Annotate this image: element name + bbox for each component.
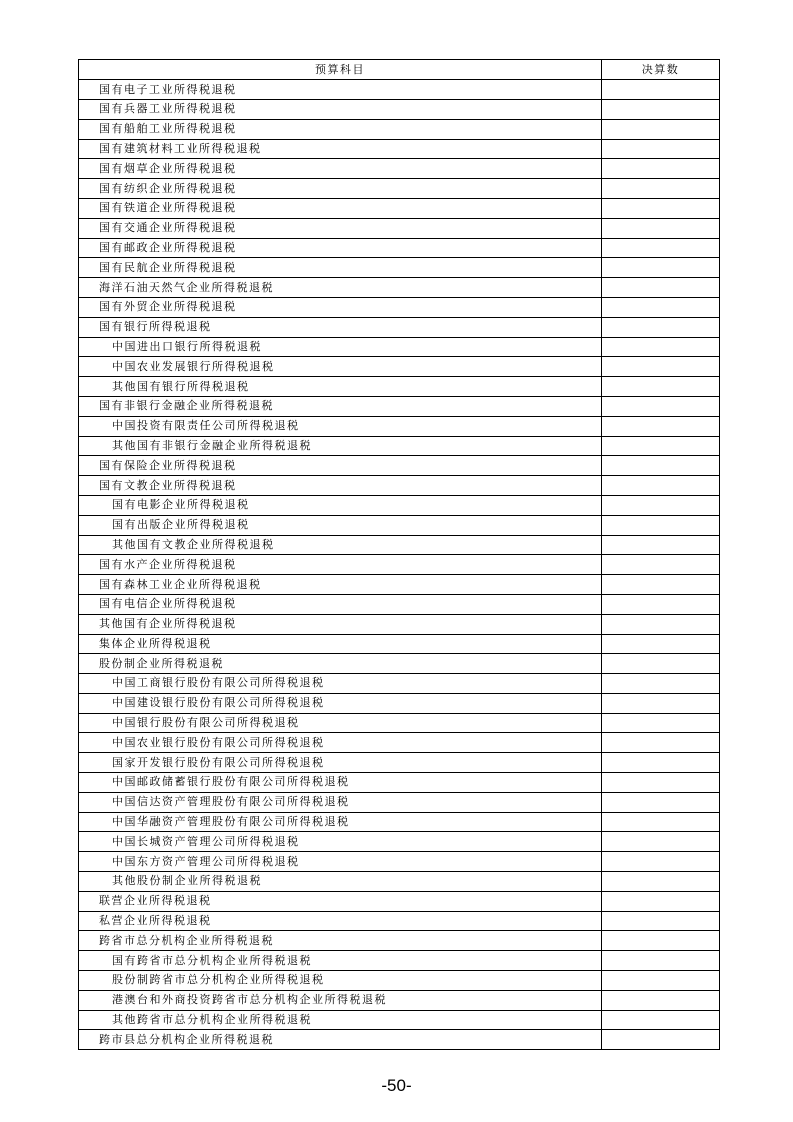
table-row (79, 238, 720, 258)
final-amount-cell (602, 515, 720, 535)
final-amount-cell (602, 575, 720, 595)
final-amount-cell (602, 555, 720, 575)
budget-subject-cell: 国有跨省市总分机构企业所得税退税 (79, 951, 602, 971)
table-row (79, 159, 720, 179)
table-row (79, 733, 720, 753)
table-row (79, 634, 720, 654)
header-budget-subject: 预算科目 (79, 60, 602, 80)
table-row (79, 575, 720, 595)
final-amount-cell (602, 693, 720, 713)
budget-subject-cell: 国家开发银行股份有限公司所得税退税 (79, 753, 602, 773)
table-row (79, 535, 720, 555)
final-amount-cell (602, 654, 720, 674)
table-row (79, 990, 720, 1010)
budget-subject-cell: 国有电信企业所得税退税 (79, 594, 602, 614)
budget-subject-cell: 港澳台和外商投资跨省市总分机构企业所得税退税 (79, 990, 602, 1010)
table-row (79, 713, 720, 733)
budget-subject-cell: 中国东方资产管理公司所得税退税 (79, 852, 602, 872)
budget-subject-cell: 国有船舶工业所得税退税 (79, 119, 602, 139)
table-row (79, 872, 720, 892)
table-row (79, 396, 720, 416)
final-amount-cell (602, 495, 720, 515)
final-amount-cell (602, 377, 720, 397)
final-amount-cell (602, 773, 720, 793)
final-amount-cell (602, 614, 720, 634)
budget-subject-cell: 其他跨省市总分机构企业所得税退税 (79, 1010, 602, 1030)
budget-subject-cell: 国有森林工业企业所得税退税 (79, 575, 602, 595)
budget-subject-cell: 国有电影企业所得税退税 (79, 495, 602, 515)
table-row (79, 377, 720, 397)
budget-subject-cell: 国有非银行金融企业所得税退税 (79, 396, 602, 416)
budget-subject-cell: 国有铁道企业所得税退税 (79, 198, 602, 218)
budget-subject-cell: 国有银行所得税退税 (79, 317, 602, 337)
budget-subject-cell: 国有建筑材料工业所得税退税 (79, 139, 602, 159)
table-row (79, 179, 720, 199)
budget-subject-cell: 其他股份制企业所得税退税 (79, 872, 602, 892)
budget-subject-cell: 国有民航企业所得税退税 (79, 258, 602, 278)
final-amount-cell (602, 179, 720, 199)
table-row (79, 931, 720, 951)
budget-subject-cell: 中国农业银行股份有限公司所得税退税 (79, 733, 602, 753)
budget-subject-cell: 其他国有企业所得税退税 (79, 614, 602, 634)
final-amount-cell (602, 436, 720, 456)
table-row (79, 456, 720, 476)
table-header-row (79, 60, 720, 80)
final-amount-cell (602, 594, 720, 614)
table-row (79, 693, 720, 713)
final-amount-cell (602, 753, 720, 773)
table-row (79, 317, 720, 337)
table-row (79, 119, 720, 139)
table-row (79, 891, 720, 911)
budget-subject-cell: 中国建设银行股份有限公司所得税退税 (79, 693, 602, 713)
budget-subject-cell: 股份制企业所得税退税 (79, 654, 602, 674)
budget-subject-cell: 中国投资有限责任公司所得税退税 (79, 416, 602, 436)
final-amount-cell (602, 1030, 720, 1050)
table-row (79, 594, 720, 614)
table-row (79, 80, 720, 100)
budget-subject-cell: 跨省市总分机构企业所得税退税 (79, 931, 602, 951)
final-amount-cell (602, 674, 720, 694)
budget-subject-cell: 国有文教企业所得税退税 (79, 476, 602, 496)
final-amount-cell (602, 951, 720, 971)
final-amount-cell (602, 396, 720, 416)
table-row (79, 852, 720, 872)
final-amount-cell (602, 159, 720, 179)
table-row (79, 674, 720, 694)
table-row (79, 436, 720, 456)
budget-subject-cell: 国有外贸企业所得税退税 (79, 297, 602, 317)
budget-subject-cell: 中国长城资产管理公司所得税退税 (79, 832, 602, 852)
final-amount-cell (602, 119, 720, 139)
page-number: -50- (381, 1076, 412, 1095)
budget-subject-cell: 股份制跨省市总分机构企业所得税退税 (79, 971, 602, 991)
final-amount-cell (602, 357, 720, 377)
final-amount-cell (602, 456, 720, 476)
budget-subject-cell: 国有兵器工业所得税退税 (79, 99, 602, 119)
final-amount-cell (602, 852, 720, 872)
final-amount-cell (602, 535, 720, 555)
final-amount-cell (602, 80, 720, 100)
table-row (79, 773, 720, 793)
budget-subject-cell: 中国邮政储蓄银行股份有限公司所得税退税 (79, 773, 602, 793)
budget-subject-cell: 国有纺织企业所得税退税 (79, 179, 602, 199)
final-amount-cell (602, 139, 720, 159)
budget-subject-cell: 国有水产企业所得税退税 (79, 555, 602, 575)
final-amount-cell (602, 990, 720, 1010)
final-amount-cell (602, 931, 720, 951)
table-body (79, 80, 720, 1050)
table-row (79, 832, 720, 852)
final-amount-cell (602, 971, 720, 991)
budget-subject-cell: 国有保险企业所得税退税 (79, 456, 602, 476)
budget-subject-cell: 中国工商银行股份有限公司所得税退税 (79, 674, 602, 694)
budget-subject-cell: 国有烟草企业所得税退税 (79, 159, 602, 179)
budget-subject-cell: 其他国有银行所得税退税 (79, 377, 602, 397)
budget-subject-cell: 其他国有文教企业所得税退税 (79, 535, 602, 555)
final-amount-cell (602, 891, 720, 911)
table-row (79, 476, 720, 496)
table-row (79, 218, 720, 238)
budget-subject-cell: 国有邮政企业所得税退税 (79, 238, 602, 258)
table-row (79, 337, 720, 357)
final-amount-cell (602, 416, 720, 436)
final-amount-cell (602, 733, 720, 753)
final-amount-cell (602, 812, 720, 832)
budget-subject-cell: 其他国有非银行金融企业所得税退税 (79, 436, 602, 456)
final-amount-cell (602, 238, 720, 258)
budget-subject-cell: 中国进出口银行所得税退税 (79, 337, 602, 357)
budget-subject-cell: 中国银行股份有限公司所得税退税 (79, 713, 602, 733)
final-amount-cell (602, 476, 720, 496)
final-amount-cell (602, 198, 720, 218)
budget-subject-cell: 国有交通企业所得税退税 (79, 218, 602, 238)
table-row (79, 555, 720, 575)
final-amount-cell (602, 297, 720, 317)
final-amount-cell (602, 911, 720, 931)
budget-subject-cell: 私营企业所得税退税 (79, 911, 602, 931)
budget-subject-cell: 中国华融资产管理股份有限公司所得税退税 (79, 812, 602, 832)
budget-subject-cell: 联营企业所得税退税 (79, 891, 602, 911)
budget-subject-cell: 国有电子工业所得税退税 (79, 80, 602, 100)
final-amount-cell (602, 634, 720, 654)
table-row (79, 495, 720, 515)
table-row (79, 753, 720, 773)
budget-subject-cell: 中国信达资产管理股份有限公司所得税退税 (79, 792, 602, 812)
table-row (79, 792, 720, 812)
budget-subject-cell: 跨市县总分机构企业所得税退税 (79, 1030, 602, 1050)
budget-subject-cell: 中国农业发展银行所得税退税 (79, 357, 602, 377)
final-amount-cell (602, 99, 720, 119)
table-row (79, 614, 720, 634)
table-row (79, 1010, 720, 1030)
table-row (79, 971, 720, 991)
final-amount-cell (602, 218, 720, 238)
final-amount-cell (602, 713, 720, 733)
table-row (79, 911, 720, 931)
final-amount-cell (602, 1010, 720, 1030)
final-amount-cell (602, 258, 720, 278)
budget-subject-cell: 集体企业所得税退税 (79, 634, 602, 654)
table-row (79, 951, 720, 971)
table-row (79, 357, 720, 377)
table-row (79, 515, 720, 535)
final-amount-cell (602, 872, 720, 892)
final-amount-cell (602, 317, 720, 337)
final-amount-cell (602, 278, 720, 298)
table-row (79, 654, 720, 674)
budget-subject-cell: 国有出版企业所得税退税 (79, 515, 602, 535)
table-row (79, 297, 720, 317)
final-amount-cell (602, 337, 720, 357)
budget-subject-cell: 海洋石油天然气企业所得税退税 (79, 278, 602, 298)
table-row (79, 812, 720, 832)
table-row (79, 139, 720, 159)
budget-table (78, 59, 720, 1050)
header-final-amount: 决算数 (602, 60, 720, 80)
final-amount-cell (602, 832, 720, 852)
table-row (79, 416, 720, 436)
table-row (79, 258, 720, 278)
table-row (79, 278, 720, 298)
final-amount-cell (602, 792, 720, 812)
table-row (79, 99, 720, 119)
table-row (79, 1030, 720, 1050)
table-row (79, 198, 720, 218)
